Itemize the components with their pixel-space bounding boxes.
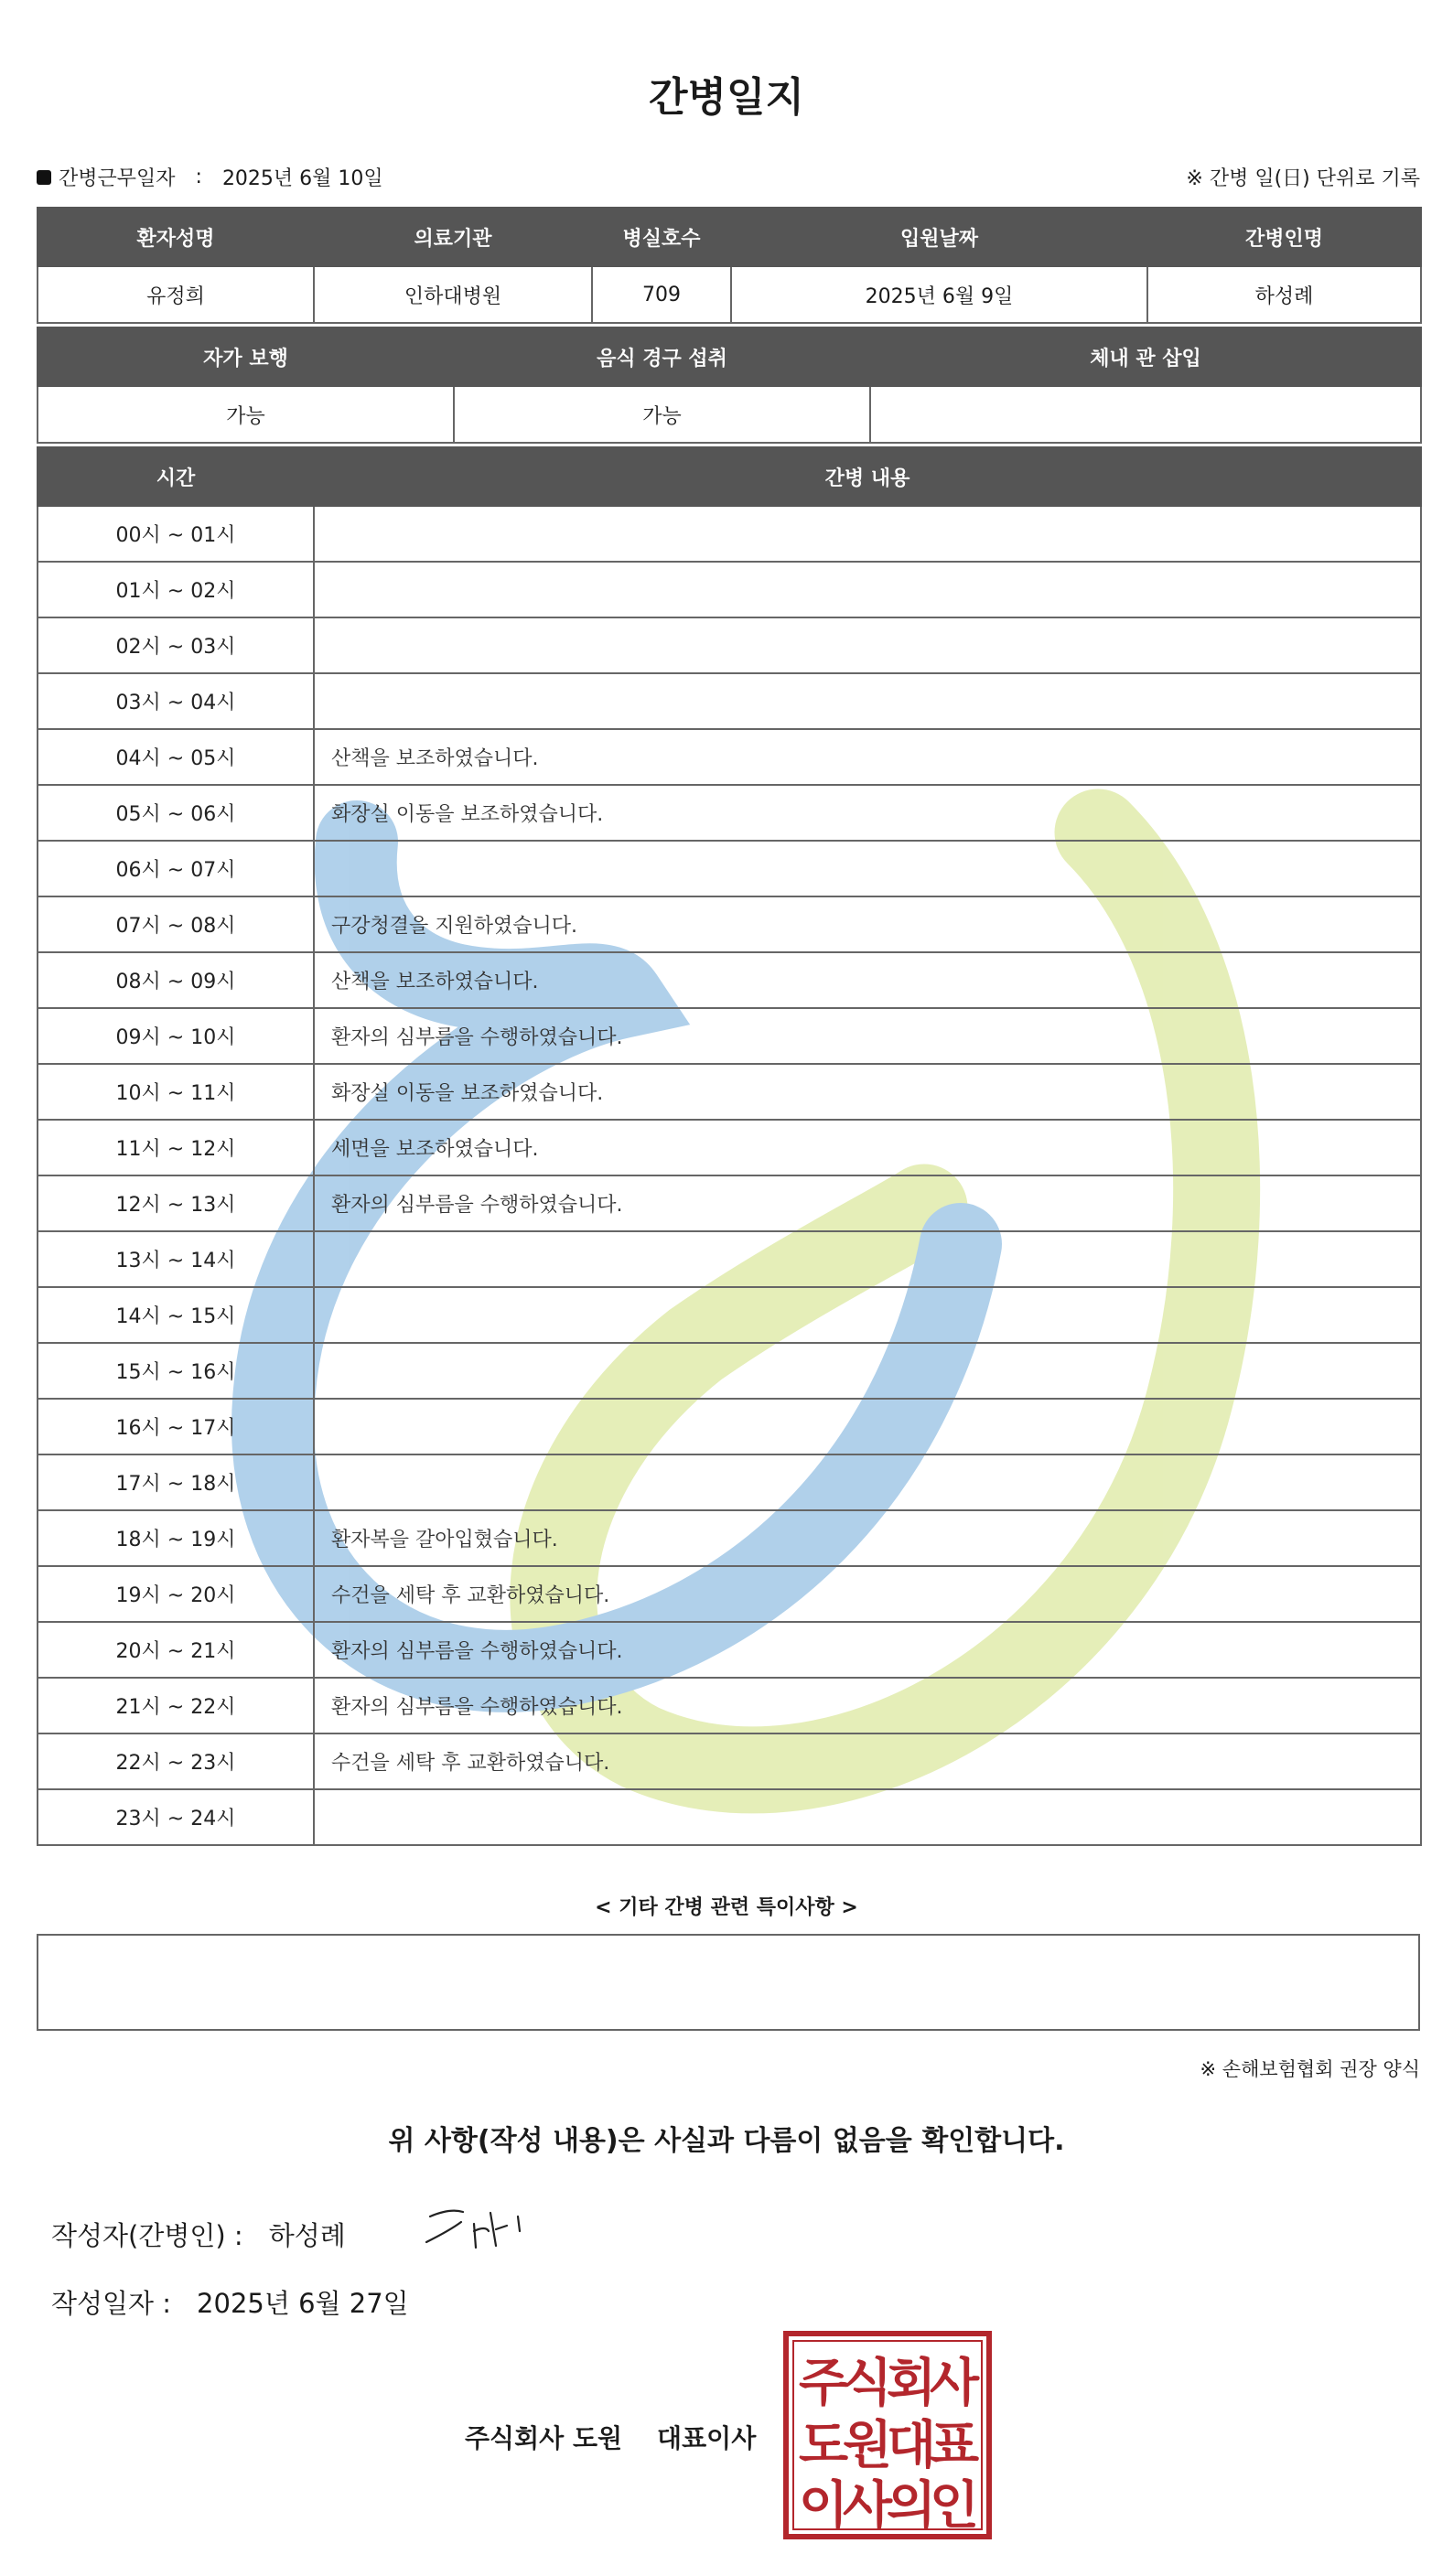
time-cell: 07시 ~ 08시 (38, 896, 314, 952)
patient-name: 유정희 (38, 266, 314, 323)
svg-text:표: 표 (929, 2416, 980, 2475)
care-content-cell: 구강청결을 지원하였습니다. (314, 896, 1421, 952)
time-cell: 20시 ~ 21시 (38, 1622, 314, 1678)
table-row (38, 1343, 1421, 1399)
table-row (38, 506, 1421, 562)
svg-text:이: 이 (798, 2476, 849, 2536)
time-cell: 18시 ~ 19시 (38, 1510, 314, 1566)
table-row (38, 896, 1421, 952)
time-cell: 04시 ~ 05시 (38, 729, 314, 785)
svg-text:도: 도 (798, 2416, 849, 2475)
time-cell: 08시 ~ 09시 (38, 952, 314, 1008)
care-content-cell (314, 617, 1421, 673)
table-row (38, 1622, 1421, 1678)
care-content-cell (314, 562, 1421, 617)
care-content-cell (314, 1789, 1421, 1845)
svg-text:주: 주 (798, 2354, 849, 2413)
header-hospital: 의료기관 (314, 208, 592, 266)
written-date-label: 작성일자 : (51, 2288, 172, 2319)
time-cell: 05시 ~ 06시 (38, 785, 314, 841)
time-cell: 17시 ~ 18시 (38, 1454, 314, 1510)
care-content-cell (314, 673, 1421, 729)
remarks-box (37, 1934, 1420, 2031)
square-bullet-icon (37, 170, 51, 185)
written-date-value: 2025년 6월 27일 (197, 2288, 409, 2319)
page-title: 간병일지 (648, 74, 804, 121)
tube-insertion-value (870, 386, 1421, 443)
time-cell: 03시 ~ 04시 (38, 673, 314, 729)
care-content-cell: 수건을 세탁 후 교환하였습니다. (314, 1733, 1421, 1789)
company-seal (783, 2331, 992, 2539)
care-content-cell (314, 1343, 1421, 1399)
care-content-cell: 산책을 보조하였습니다. (314, 952, 1421, 1008)
time-cell: 22시 ~ 23시 (38, 1733, 314, 1789)
table-row (38, 1566, 1421, 1622)
table-row (38, 1454, 1421, 1510)
table-row (38, 1733, 1421, 1789)
writer-label: 작성자(간병인) : (51, 2220, 243, 2251)
writer-name: 하성례 (268, 2220, 346, 2251)
svg-text:인: 인 (929, 2476, 980, 2536)
care-content-cell (314, 1399, 1421, 1454)
care-log-table (37, 446, 1422, 1846)
table-row (38, 1789, 1421, 1845)
svg-text:의: 의 (886, 2476, 937, 2536)
time-cell: 09시 ~ 10시 (38, 1008, 314, 1064)
table-row (38, 841, 1421, 896)
handwritten-signature (423, 2200, 542, 2255)
time-cell: 16시 ~ 17시 (38, 1399, 314, 1454)
oral-intake-value: 가능 (454, 386, 870, 443)
care-content-cell: 화장실 이동을 보조하였습니다. (314, 785, 1421, 841)
care-content-cell: 세면을 보조하였습니다. (314, 1120, 1421, 1175)
work-date-label: 간병근무일자 (59, 167, 176, 190)
svg-text:대: 대 (886, 2416, 937, 2475)
time-cell: 06시 ~ 07시 (38, 841, 314, 896)
header-admission-date: 입원날짜 (731, 208, 1147, 266)
table-row (38, 1231, 1421, 1287)
table-row (38, 1175, 1421, 1231)
work-date-row (37, 163, 383, 191)
time-cell: 13시 ~ 14시 (38, 1231, 314, 1287)
header-caregiver-name: 간병인명 (1147, 208, 1421, 266)
table-row (38, 1399, 1421, 1454)
time-cell: 23시 ~ 24시 (38, 1789, 314, 1845)
svg-text:회: 회 (886, 2354, 937, 2413)
company-rep: 대표이사 (657, 2423, 757, 2453)
company-block (465, 2419, 756, 2455)
room-number: 709 (592, 266, 731, 323)
table-row (38, 1008, 1421, 1064)
time-cell: 11시 ~ 12시 (38, 1120, 314, 1175)
table-row (38, 1678, 1421, 1733)
confirmation-statement: 위 사항(작성 내용)은 사실과 다름이 없음을 확인합니다. (388, 2125, 1065, 2157)
time-cell: 14시 ~ 15시 (38, 1287, 314, 1343)
time-cell: 15시 ~ 16시 (38, 1343, 314, 1399)
table-row (38, 673, 1421, 729)
work-date-separator: : (195, 166, 202, 188)
header-time: 시간 (38, 447, 314, 506)
admission-date: 2025년 6월 9일 (731, 266, 1147, 323)
time-cell: 19시 ~ 20시 (38, 1566, 314, 1622)
svg-text:원: 원 (842, 2416, 893, 2475)
self-walking-value: 가능 (38, 386, 454, 443)
writer-row (51, 2216, 346, 2253)
table-row (38, 785, 1421, 841)
table-row (38, 1510, 1421, 1566)
time-cell: 00시 ~ 01시 (38, 506, 314, 562)
table-row (38, 617, 1421, 673)
care-content-cell: 산책을 보조하였습니다. (314, 729, 1421, 785)
care-content-cell: 환자의 심부름을 수행하였습니다. (314, 1008, 1421, 1064)
table-row (38, 1120, 1421, 1175)
work-date-value: 2025년 6월 10일 (221, 167, 383, 190)
company-name: 주식회사 도원 (465, 2423, 623, 2453)
care-content-cell (314, 841, 1421, 896)
header-care-content: 간병 내용 (314, 447, 1421, 506)
caregiver-name: 하성례 (1147, 266, 1421, 323)
svg-text:식: 식 (842, 2354, 893, 2413)
care-content-cell: 화장실 이동을 보조하였습니다. (314, 1064, 1421, 1120)
svg-text:사: 사 (929, 2354, 980, 2413)
table-row (38, 729, 1421, 785)
care-content-cell: 수건을 세탁 후 교환하였습니다. (314, 1566, 1421, 1622)
care-content-cell (314, 1231, 1421, 1287)
ability-table (37, 327, 1422, 444)
table-row (38, 1287, 1421, 1343)
unit-note: ※ 간병 일(日) 단위로 기록 (1186, 167, 1420, 190)
table-row (38, 1064, 1421, 1120)
header-self-walking: 자가 보행 (38, 327, 454, 386)
care-log-body (38, 506, 1421, 1845)
table-row (38, 952, 1421, 1008)
care-content-cell: 환자복을 갈아입혔습니다. (314, 1510, 1421, 1566)
written-date-row (51, 2283, 409, 2321)
care-content-cell (314, 1454, 1421, 1510)
care-content-cell (314, 506, 1421, 562)
svg-text:사: 사 (842, 2476, 893, 2536)
form-note: ※ 손해보험협회 권장 양식 (1200, 2058, 1420, 2080)
header-room-number: 병실호수 (592, 208, 731, 266)
time-cell: 01시 ~ 02시 (38, 562, 314, 617)
time-cell: 10시 ~ 11시 (38, 1064, 314, 1120)
header-tube-insertion: 체내 관 삽입 (870, 327, 1421, 386)
care-content-cell: 환자의 심부름을 수행하였습니다. (314, 1175, 1421, 1231)
care-content-cell (314, 1287, 1421, 1343)
patient-info-table (37, 207, 1422, 324)
time-cell: 12시 ~ 13시 (38, 1175, 314, 1231)
header-patient-name: 환자성명 (38, 208, 314, 266)
time-cell: 02시 ~ 03시 (38, 617, 314, 673)
care-content-cell: 환자의 심부름을 수행하였습니다. (314, 1622, 1421, 1678)
remarks-title: < 기타 간병 관련 특이사항 > (595, 1896, 858, 1919)
header-oral-intake: 음식 경구 섭취 (454, 327, 870, 386)
table-row (38, 562, 1421, 617)
time-cell: 21시 ~ 22시 (38, 1678, 314, 1733)
care-content-cell: 환자의 심부름을 수행하였습니다. (314, 1678, 1421, 1733)
hospital-name: 인하대병원 (314, 266, 592, 323)
